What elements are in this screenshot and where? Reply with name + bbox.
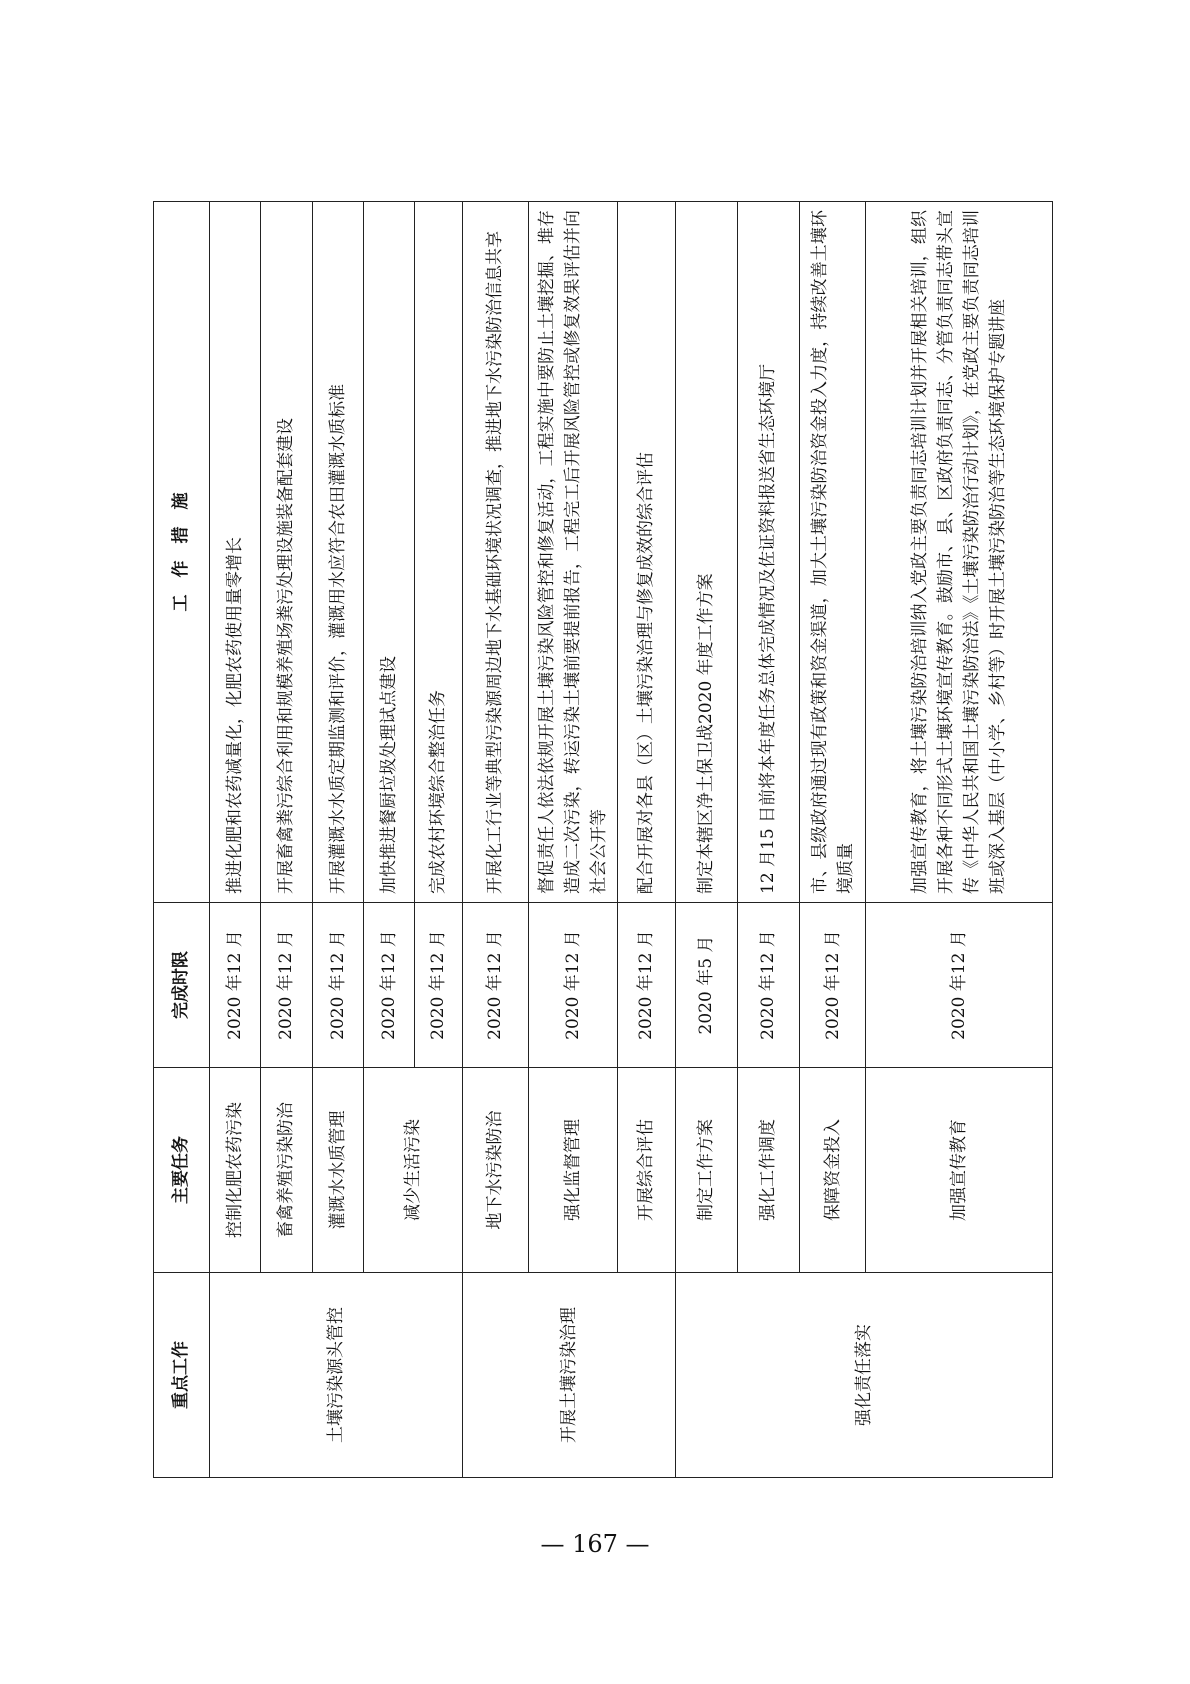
task-cell: 灌溉水水质管理 (312, 1068, 363, 1273)
measure-cell: 推进化肥和农药减量化，化肥农药使用量零增长 (209, 202, 260, 903)
measure-cell: 配合开展对各县（区）土壤污染治理与修复成效的综合评估 (617, 202, 675, 903)
page-number: — 167 — (540, 1530, 650, 1558)
task-cell: 控制化肥农药污染 (209, 1068, 260, 1273)
task-cell: 强化监督管理 (528, 1068, 617, 1273)
work-measures-table (153, 201, 1053, 1478)
header-measures: 工 作 措 施 (154, 202, 210, 903)
deadline-cell: 2020 年12 月 (363, 903, 414, 1068)
task-cell: 加强宣传教育 (866, 1068, 1053, 1273)
deadline-cell: 2020 年12 月 (737, 903, 799, 1068)
measure-cell: 12 月15 日前将本年度任务总体完成情况及佐证资料报送省生态环境厅 (737, 202, 799, 903)
deadline-cell: 2020 年12 月 (209, 903, 260, 1068)
measure-cell: 开展化工行业等典型污染源周边地下水基础环境状况调查，推进地下水污染防治信息共享 (462, 202, 528, 903)
task-cell: 畜禽养殖污染防治 (261, 1068, 312, 1273)
key-work-cell: 强化责任落实 (675, 1273, 1052, 1478)
task-cell: 制定工作方案 (675, 1068, 737, 1273)
task-cell: 地下水污染防治 (462, 1068, 528, 1273)
header-deadline: 完成时限 (154, 903, 210, 1068)
deadline-cell: 2020 年12 月 (415, 903, 462, 1068)
table-row (675, 202, 737, 1478)
deadline-cell: 2020 年5 月 (675, 903, 737, 1068)
measure-cell: 完成农村环境综合整治任务 (415, 202, 462, 903)
key-work-cell: 土壤污染源头管控 (209, 1273, 462, 1478)
task-cell: 减少生活污染 (363, 1068, 462, 1273)
table-row (462, 202, 528, 1478)
measure-cell: 加快推进餐厨垃圾处理试点建设 (363, 202, 414, 903)
deadline-cell: 2020 年12 月 (866, 903, 1053, 1068)
table-header-row (154, 202, 210, 1478)
deadline-cell: 2020 年12 月 (462, 903, 528, 1068)
header-key-work: 重点工作 (154, 1273, 210, 1478)
measure-cell: 开展畜禽粪污综合利用和规模养殖场粪污处理设施装备配套建设 (261, 202, 312, 903)
table-row (209, 202, 260, 1478)
measure-cell: 加强宣传教育，将土壤污染防治培训纳入党政主要负责同志培训计划并开展相关培训，组织开展各种不同形式土壤环境宣传教育。鼓励市、县、区政府负责同志、分管负责同志带头宣传《中华人民共和国土壤污染防治法》《土壤污染防治行动计划》，在党政主要负责同志培训班或深入基层（中小学、乡村等）时开展土壤污染防治等生态环境保护专题讲座 (866, 202, 1053, 903)
header-main-task: 主要任务 (154, 1068, 210, 1273)
deadline-cell: 2020 年12 月 (617, 903, 675, 1068)
measure-cell: 督促责任人依法依规开展土壤污染风险管控和修复活动，工程实施中要防止土壤挖掘、堆存造成二次污染，转运污染土壤前要提前报告，工程完工后开展风险管控或修复效果评估并向社会公开等 (528, 202, 617, 903)
deadline-cell: 2020 年12 月 (528, 903, 617, 1068)
deadline-cell: 2020 年12 月 (800, 903, 866, 1068)
deadline-cell: 2020 年12 月 (312, 903, 363, 1068)
task-cell: 保障资金投入 (800, 1068, 866, 1273)
key-work-cell: 开展土壤污染治理 (462, 1273, 675, 1478)
rotated-page-content (153, 202, 1053, 1478)
task-cell: 开展综合评估 (617, 1068, 675, 1273)
measure-cell: 开展灌溉水水质定期监测和评价，灌溉用水应符合农田灌溉水质标准 (312, 202, 363, 903)
measure-cell: 市、县级政府通过现有政策和资金渠道，加大土壤污染防治资金投入力度，持续改善土壤环境质量 (800, 202, 866, 903)
task-cell: 强化工作调度 (737, 1068, 799, 1273)
deadline-cell: 2020 年12 月 (261, 903, 312, 1068)
measure-cell: 制定本辖区净土保卫战2020 年度工作方案 (675, 202, 737, 903)
